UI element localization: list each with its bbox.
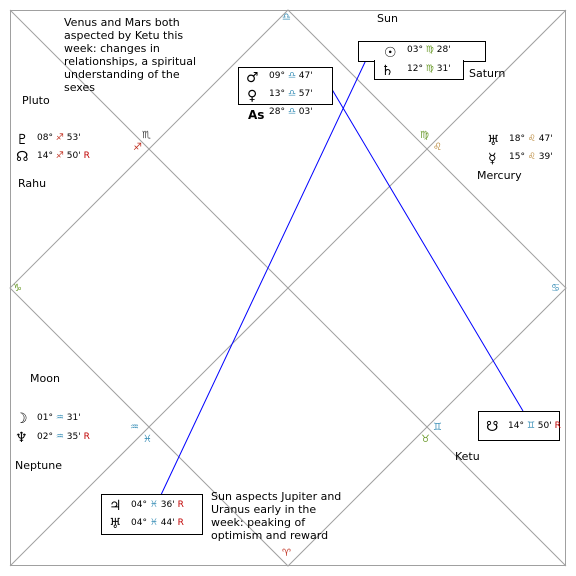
row-saturn-pos: 12° ♍ 31' bbox=[407, 64, 451, 74]
label-ketu: Ketu bbox=[455, 450, 480, 463]
row-venus-pos: 13° ♎ 57' bbox=[269, 89, 313, 99]
sign-leo: ♌ bbox=[433, 142, 442, 153]
neptune-icon: ♆ bbox=[15, 430, 28, 446]
sign-sagittarius: ♐ bbox=[133, 142, 142, 153]
retrograde-badge: R bbox=[177, 500, 184, 510]
label-saturn: Saturn bbox=[469, 67, 506, 80]
sign-capricorn: ♑ bbox=[13, 283, 22, 294]
sign-gemini: ♊ bbox=[433, 422, 442, 433]
retrograde-badge: R bbox=[177, 518, 184, 528]
row-leo-1-pos: 18° ♌ 47' bbox=[509, 134, 553, 144]
saturn-icon: ♄ bbox=[381, 63, 394, 79]
jupiter-icon: ♃ bbox=[109, 498, 122, 514]
label-rahu: Rahu bbox=[18, 177, 47, 190]
sign-aries: ♈ bbox=[282, 548, 291, 559]
row-saturn bbox=[381, 62, 394, 78]
sign-virgo-small-2: ♍ bbox=[425, 64, 434, 74]
ascendant-icon: As bbox=[248, 108, 265, 122]
ketu-icon: ☋ bbox=[486, 419, 499, 435]
label-sun: Sun bbox=[377, 12, 398, 25]
uranus-icon: ♅ bbox=[109, 516, 122, 532]
rahu-icon: ☊ bbox=[16, 149, 29, 165]
row-leo-1 bbox=[487, 132, 500, 148]
sign-taurus: ♉ bbox=[421, 434, 430, 445]
row-ketu bbox=[486, 418, 498, 434]
mercury-icon: ☿ bbox=[488, 151, 497, 167]
venus-icon: ♀ bbox=[247, 88, 258, 104]
row-rahu-pos: 14° ♐ 50' R bbox=[37, 151, 90, 161]
row-mercury-pos: 15° ♌ 39' bbox=[509, 152, 553, 162]
note-top: Venus and Mars both aspected by Ketu this week: changes in relationships, a spiritual understanding of the sexes bbox=[64, 16, 197, 94]
row-asc-pos: 28° ♎ 03' bbox=[269, 107, 313, 117]
row-moon-pos: 01° ♒ 31' bbox=[37, 413, 81, 423]
row-asc bbox=[248, 106, 264, 122]
row-ketu-pos: 14° ♊ 50' R bbox=[508, 421, 561, 431]
row-mars-pos: 09° ♎ 47' bbox=[269, 71, 313, 81]
mars-icon: ♂ bbox=[246, 70, 259, 86]
row-neptune bbox=[15, 429, 28, 445]
row-mars bbox=[246, 69, 259, 85]
label-pluto: Pluto bbox=[22, 94, 50, 107]
sign-cancer: ♋ bbox=[551, 283, 560, 294]
retrograde-badge: R bbox=[83, 151, 90, 161]
row-moon bbox=[15, 410, 28, 426]
row-venus bbox=[247, 87, 257, 103]
row-uranus bbox=[109, 515, 122, 531]
label-moon: Moon bbox=[30, 372, 60, 385]
sign-pisces: ♓ bbox=[143, 434, 152, 445]
row-neptune-pos: 02° ♒ 35' R bbox=[37, 432, 90, 442]
row-rahu bbox=[16, 148, 28, 164]
retrograde-badge: R bbox=[554, 421, 561, 431]
row-sun-pos: 03° ♍ 28' bbox=[407, 45, 451, 55]
moon-icon: ☽ bbox=[15, 411, 28, 427]
retrograde-badge: R bbox=[83, 432, 90, 442]
label-neptune: Neptune bbox=[15, 459, 63, 472]
pluto-icon: ♇ bbox=[16, 132, 29, 148]
note-bottom: Sun aspects Jupiter and Uranus early in the week: peaking of optimism and reward bbox=[211, 490, 342, 542]
row-jupiter-pos: 04° ♓ 36' R bbox=[131, 500, 184, 510]
sign-libra-top: ♎ bbox=[282, 12, 291, 23]
row-mercury bbox=[488, 150, 497, 166]
row-pluto-pos: 08° ♐ 53' bbox=[37, 133, 81, 143]
row-uranus-pos: 04° ♓ 44' R bbox=[131, 518, 184, 528]
label-mercury: Mercury bbox=[477, 169, 522, 182]
sign-scorpio: ♏ bbox=[142, 130, 151, 141]
sign-virgo: ♍ bbox=[420, 130, 429, 141]
uranus-icon: ♅ bbox=[487, 133, 500, 149]
sign-virgo-small: ♍ bbox=[425, 45, 434, 55]
row-jupiter bbox=[109, 497, 122, 513]
sun-icon: ☉ bbox=[384, 45, 397, 61]
row-sun bbox=[384, 44, 397, 60]
sign-aquarius: ♒ bbox=[130, 422, 139, 433]
aspect-line-sun-jupiter bbox=[160, 60, 366, 497]
row-pluto bbox=[16, 131, 29, 147]
